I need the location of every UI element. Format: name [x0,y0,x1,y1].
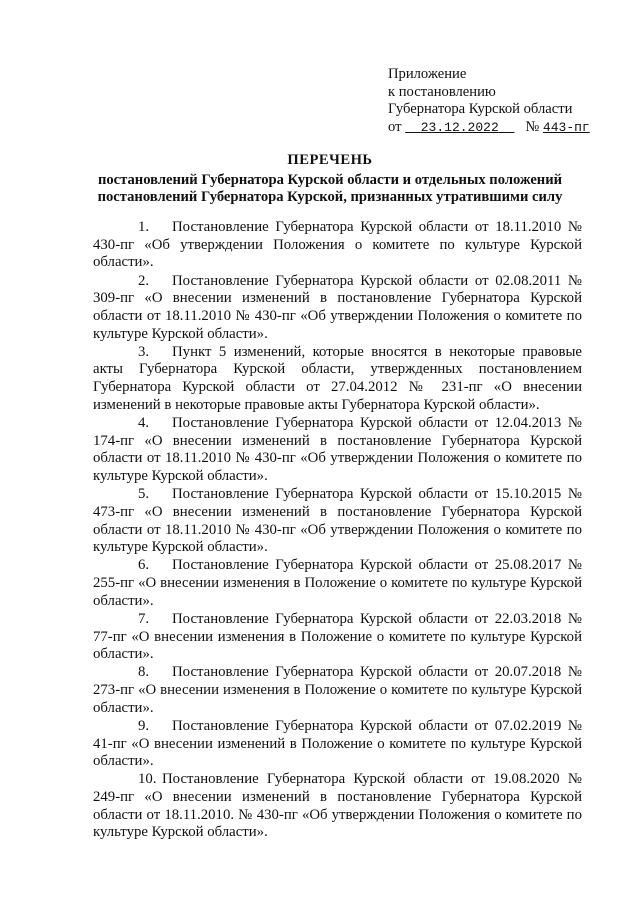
appendix-date-line [388,119,618,137]
document-heading [80,152,580,207]
item-text: Постановление Губернатора Курской области от 18.11.2010 № 430-пг «Об утверждении Положения о комитете по культуре Курской области». [93,219,582,271]
heading-title: ПЕРЕЧЕНЬ [287,152,373,168]
item-number: 9. [138,717,150,734]
heading-subtitle-line2: постановлений Губернатора Курской, признанных утратившими силу [97,189,563,205]
appendix-authority: Губернатора Курской области [388,101,573,117]
item-text: Постановление Губернатора Курской области от 12.04.2013 № 174-пг «О внесении изменений в постановление Губернатора Курской области от 18.11.2010 № 430-пг «Об утверждении Положения о комитете по культуре Курской области». [93,414,582,485]
list-item [93,664,582,717]
item-text: Постановление Губернатора Курской области от 22.03.2018 № 77-пг «О внесении изменения в Положение о комитете по культуре Курской области». [93,610,582,663]
decree-number: 443-пг [542,119,590,135]
item-number: 5. [138,486,150,503]
item-number: 1. [138,219,150,235]
item-number: 2. [138,272,150,289]
item-text: Постановление Губернатора Курской области от 19.08.2020 № 249-пг «О внесении изменений в постановление Губернатора Курской области от 18.11.2010. № 430-пг «Об утверждении Положения о комитете по культуре Курской области». [93,771,582,841]
item-number: 8. [138,664,150,681]
item-text: Пункт 5 изменений, которые вносятся в некоторые правовые акты Губернатора Курской области, утвержденных постановлением Губернатора Курской области от 27.04.2012 № 231-пг «О внесении изменений в некоторые правовые акты Губернатора Курской области». [93,343,582,413]
item-text: Постановление Губернатора Курской области от 02.08.2011 № 309-пг «О внесении изменений в постановление Губернатора Курской области от 18.11.2010 № 430-пг «Об утверждении Положения о комитете по культуре Курской области». [93,272,582,342]
appendix-reference: к постановлению [388,83,496,100]
item-number: 10. [138,771,157,788]
appendix-title: Приложение [388,66,467,82]
item-number: 7. [138,610,150,627]
list-item [93,718,582,771]
list-item [93,557,582,610]
list-item [93,611,582,664]
item-text: Постановление Губернатора Курской области от 07.02.2019 № 41-пг «О внесении изменений в Положение о комитете по культуре Курской области». [93,717,582,770]
appendix-block [388,66,618,136]
item-number: 3. [138,343,150,360]
list-item [93,273,582,344]
list-item [93,415,582,486]
from-label: от [388,118,402,135]
number-label: № [525,118,540,135]
list-item [93,486,582,557]
item-text: Постановление Губернатора Курской области от 15.10.2015 № 473-пг «О внесении изменений в постановление Губернатора Курской области от 18.11.2010 № 430-пг «Об утверждении Положения о комитете по культуре Курской области». [93,486,582,556]
decree-date: 23.12.2022 [420,119,499,135]
list-item [93,771,582,842]
item-number: 6. [138,557,150,574]
list-item [93,344,582,415]
decree-list [93,219,582,843]
item-text: Постановление Губернатора Курской области от 25.08.2017 № 255-пг «О внесении изменения в Положение о комитете по культуре Курской области». [93,557,582,609]
heading-subtitle-line1: постановлений Губернатора Курской области и отдельных положений [97,171,563,188]
list-item [93,219,582,272]
item-number: 4. [138,414,150,431]
item-text: Постановление Губернатора Курской области от 20.07.2018 № 273-пг «О внесении изменения в Положение о комитете по культуре Курской области». [93,664,582,716]
